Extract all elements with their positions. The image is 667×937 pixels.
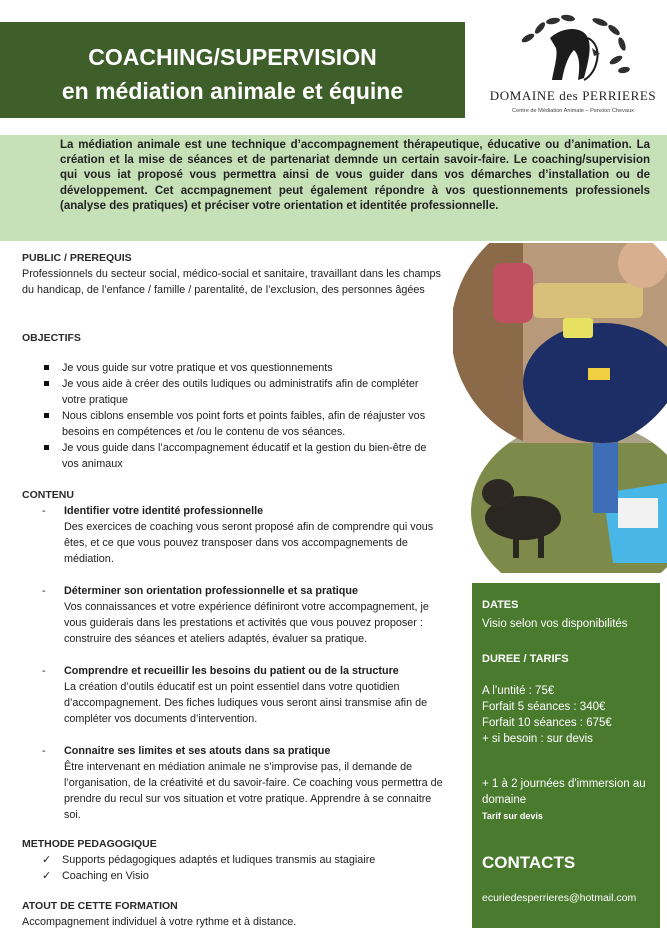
list-item: - Comprendre et recueillir les besoins du patient ou de la structure La création d’outils éducatif est un point essentiel dans votre quotidien d’accompagnement. Des fiches ludiques vous seront ainsi transmise afin de compléter vos documents d’intervention. — [22, 663, 447, 727]
list-item: Nous ciblons ensemble vos point forts et points faibles, afin de réajuster vos besoins en compétences et /ou le contenu de vos séances. — [22, 408, 442, 440]
logo-subtitle: Centre de Médiation Animale – Pension Chevaux — [512, 108, 634, 114]
content-text: La création d’outils éducatif est un point essentiel dans votre quotidien d’accompagnement. Des fiches ludiques vous seront ainsi transmise afin de compléter vos documents d’intervention. — [64, 681, 428, 725]
intro-banner — [0, 135, 667, 241]
content-title: Déterminer son orientation professionnelle et sa pratique — [64, 585, 358, 597]
check-icon: ✓ — [42, 870, 52, 882]
content-title: Identifier votre identité professionnelle — [64, 505, 264, 517]
contact-email[interactable]: ecuriedesperrieres@hotmail.com — [482, 892, 637, 904]
page-subtitle: en médiation animale et équine — [61, 78, 404, 104]
immersion-tarif: Tarif sur devis — [482, 811, 543, 821]
tarif-item: + si besoin : sur devis — [482, 733, 593, 745]
objectifs-heading: OBJECTIFS — [22, 332, 81, 344]
atout-section — [22, 898, 462, 930]
info-sidebar — [472, 583, 660, 928]
tarif-item: Forfait 10 séances : 675€ — [482, 717, 612, 729]
public-heading: PUBLIC / PREREQUIS — [22, 252, 132, 264]
content-text: Des exercices de coaching vous seront proposé afin de comprendre qui vous êtes, et ce que vous pouvez transposer dans vos accompagnements de médiation. — [64, 521, 434, 565]
photo-collage — [453, 243, 667, 573]
list-item: ✓ Supports pédagogiques adaptés et ludiques transmis au stagiaire — [42, 854, 376, 866]
contenu-heading: CONTENU — [22, 489, 74, 501]
methode-section — [22, 836, 462, 884]
public-text: Professionnels du secteur social, médico-social et sanitaire, travaillant dans les champs du handicap, de l’enfance / famille / parentalité, de l’exclusion, des personnes âgées — [22, 268, 441, 296]
content-text: Vos connaissances et votre expérience définiront votre accompagnement, je vous guiderais dans les prestations et activités que vous pouvez proposer : construire des séances et ateliers adaptés, évaluer sa pratique. — [64, 601, 429, 645]
check-icon: ✓ — [42, 854, 52, 866]
tarif-item: Forfait 5 séances : 340€ — [482, 701, 606, 713]
tarif-item: A l’untité : 75€ — [482, 685, 555, 697]
children-photo — [453, 243, 667, 443]
dates-text: Visio selon vos disponibilités — [482, 618, 628, 630]
list-item: Je vous guide sur votre pratique et vos questionnements — [22, 360, 442, 376]
list-item: - Connaitre ses limites et ses atouts dans sa pratique Être intervenant en médiation animale ne s’improvise pas, il demande de l’organisation, de la créativité et du savoir-faire. Ce coaching vous permettra de prendre du recul sur vos situation et votre pratique. Apprendre à se connaitre soi. — [22, 743, 447, 823]
dates-heading: DATES — [482, 599, 519, 611]
intro-text: La médiation animale est une technique d’accompagnement thérapeutique, éducative ou d’animation. La création et la mise de séances et de partenariat demnde un certain savoir-faire. Le coaching/supervision qui vous iat proposé vous permettra ainsi de vous guider dans vos démarches d’installation ou de développement. Cet accmpagnement peut également répondre à vos questionnements professionels (analyse des pratiques) et préciser votre orientation et identitée professionnelle. — [60, 139, 650, 212]
list-item: - Identifier votre identité professionnelle Des exercices de coaching vous seront proposé afin de comprendre qui vous êtes, et ce que vous pouvez transposer dans vos accompagnements de médiation. — [22, 503, 447, 567]
content-title: Connaitre ses limites et ses atouts dans sa pratique — [64, 745, 331, 757]
contacts-heading: CONTACTS — [482, 853, 576, 872]
page-title: COACHING/SUPERVISION — [88, 44, 377, 70]
logo-name: DOMAINE des PERRIERES — [489, 88, 657, 103]
content-title: Comprendre et recueillir les besoins du patient ou de la structure — [64, 665, 399, 677]
list-item: Je vous aide à créer des outils ludiques ou administratifs afin de compléter votre pratique — [22, 376, 442, 408]
list-item: - Déterminer son orientation professionnelle et sa pratique Vos connaissances et votre expérience définiront votre accompagnement, je vous guiderais dans les prestations et activités que vous pouvez proposer : construire des séances et ateliers adaptés, évaluer sa pratique. — [22, 583, 447, 647]
title-banner — [0, 22, 465, 118]
methode-heading: METHODE PEDAGOGIQUE — [22, 838, 157, 850]
objectifs-section — [22, 330, 462, 472]
immersion-text: + 1 à 2 journées d'immersion au domaine — [482, 778, 646, 806]
contenu-section — [22, 487, 447, 823]
list-item: ✓ Coaching en Visio — [42, 870, 149, 882]
atout-text: Accompagnement individuel à votre rythme et à distance. — [22, 916, 297, 928]
public-section — [22, 250, 462, 298]
list-item: Je vous guide dans l’accompagnement éducatif et la gestion du bien-être de vos animaux — [22, 440, 442, 472]
content-text: Être intervenant en médiation animale ne s’improvise pas, il demande de l’organisation, de la créativité et du savoir-faire. Ce coaching vous permettra de prendre du recul sur vos situation et votre pratique. Apprendre à se connaitre soi. — [64, 761, 443, 821]
atout-heading: ATOUT DE CETTE FORMATION — [22, 900, 178, 912]
tarifs-heading: DUREE / TARIFS — [482, 653, 569, 665]
